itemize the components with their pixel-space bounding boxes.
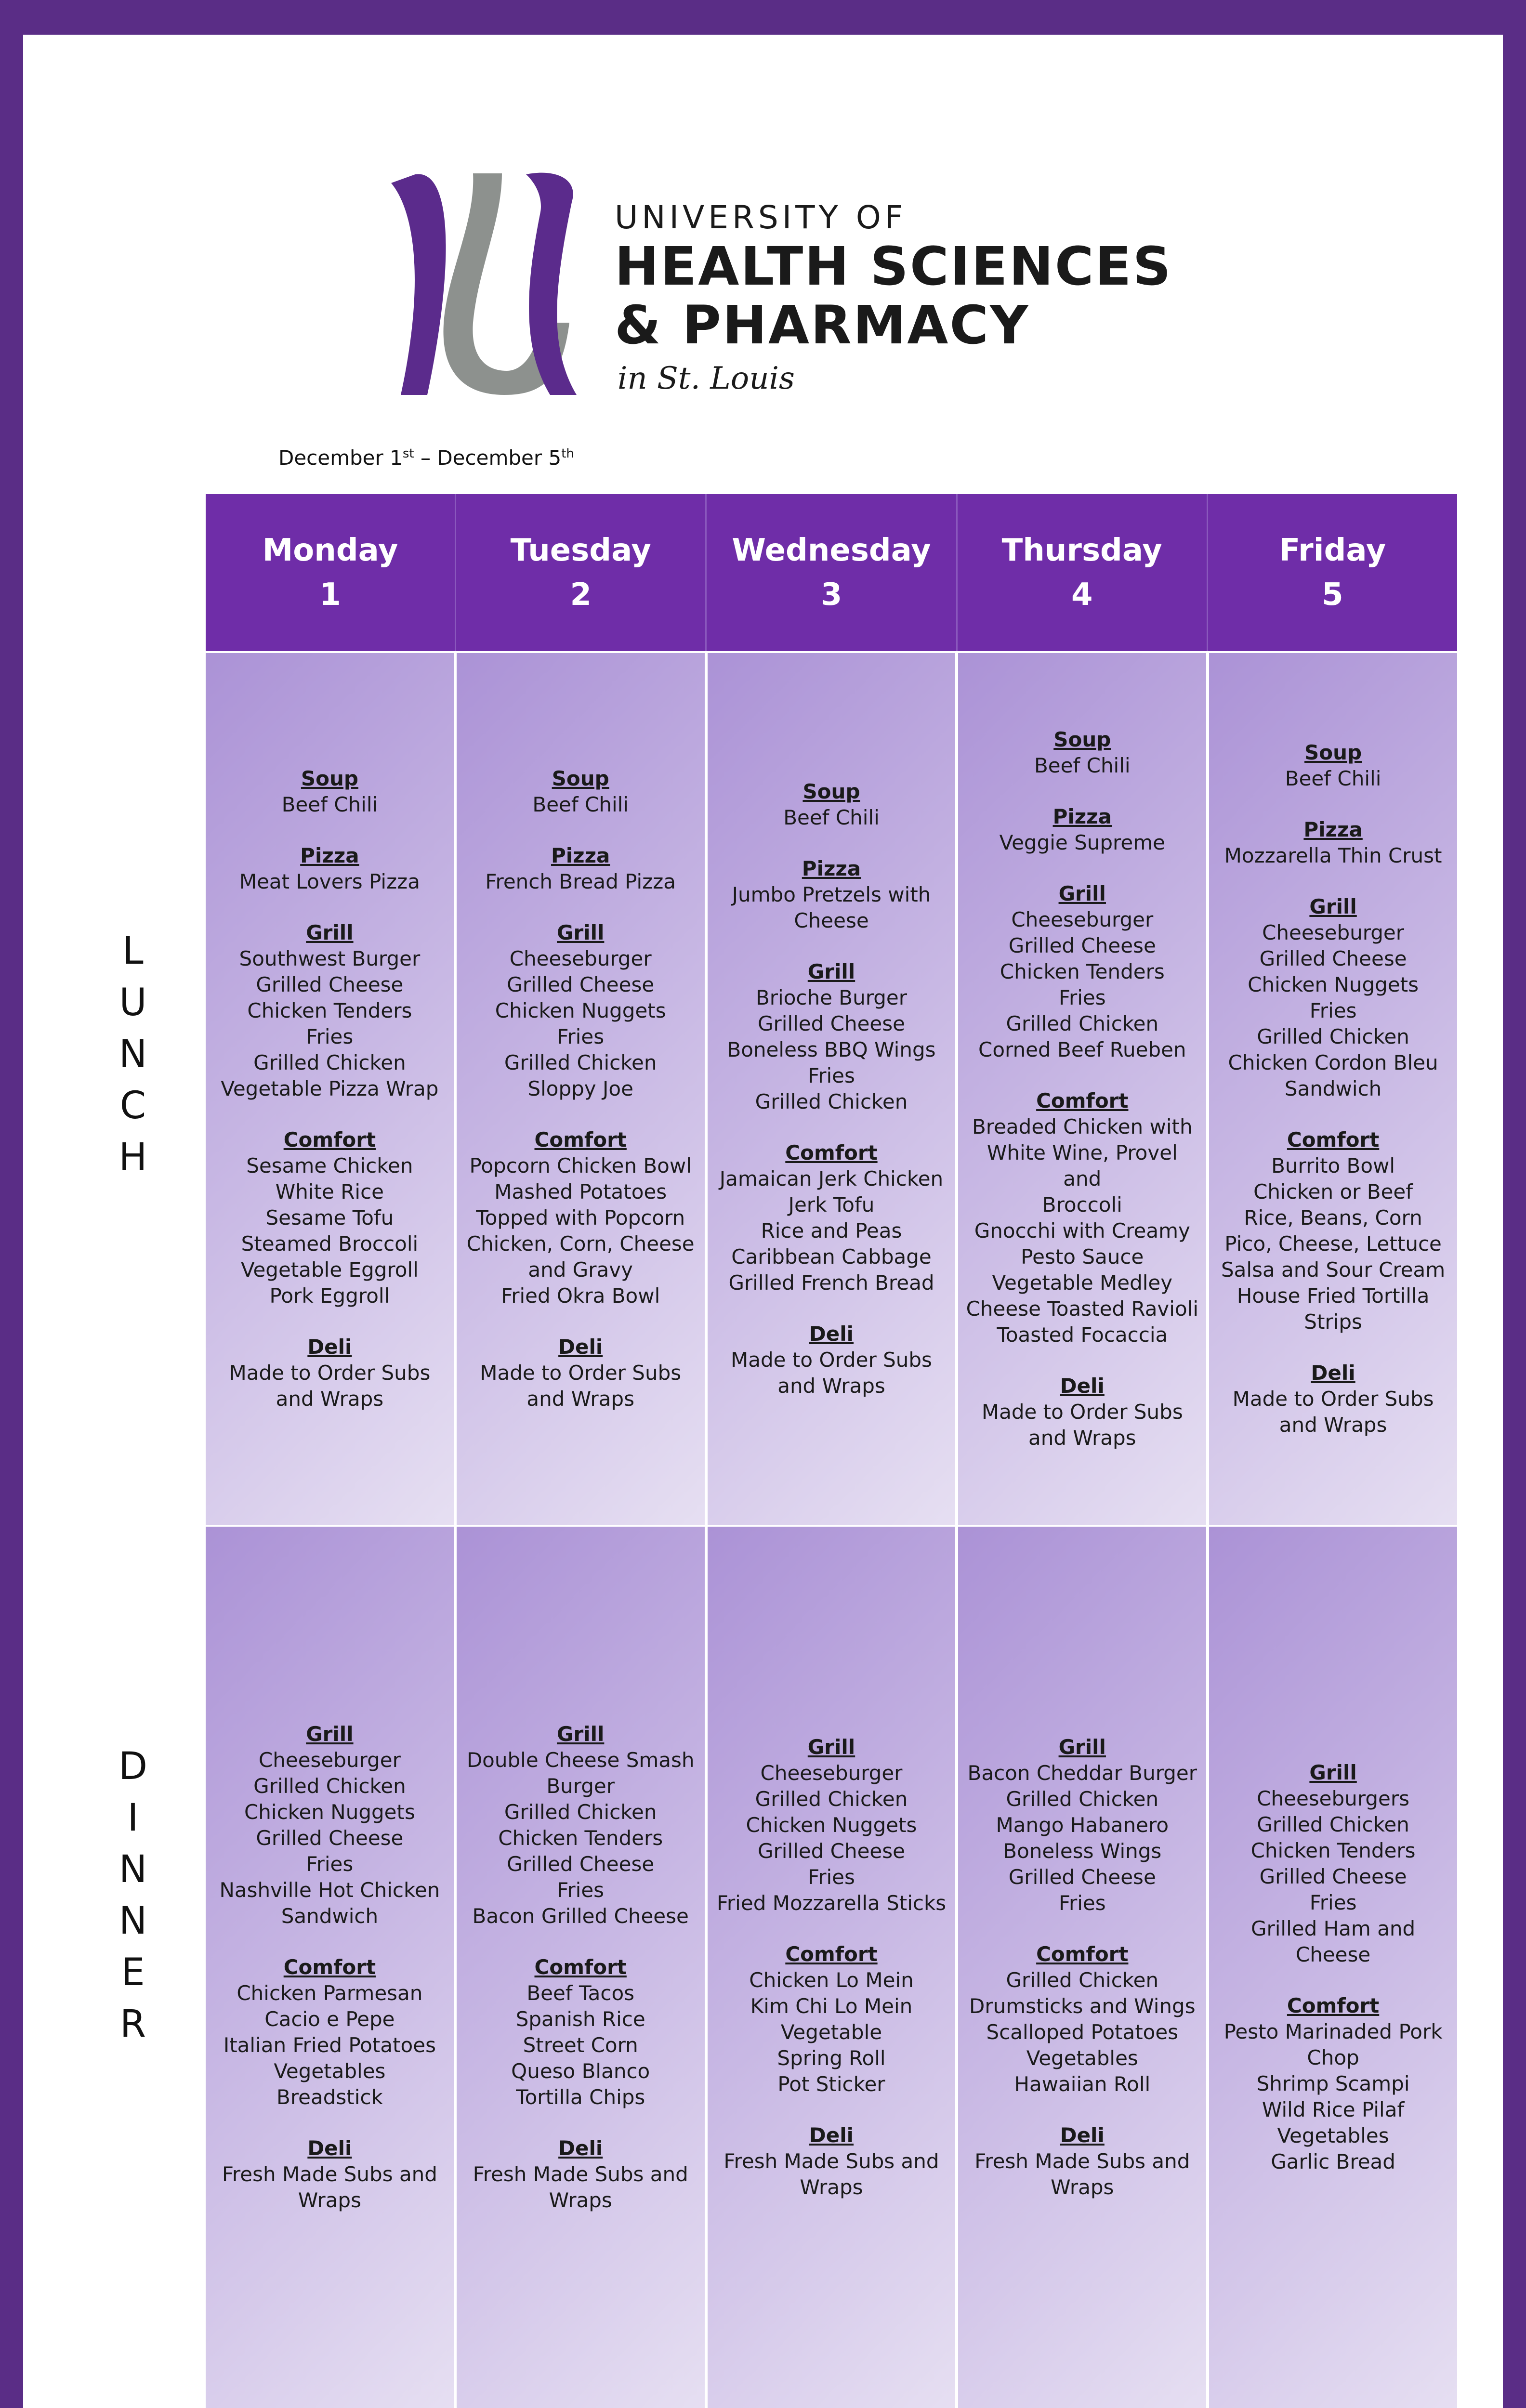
menu-section-soup [1285, 740, 1381, 792]
lunch-cell-monday [206, 653, 457, 1525]
date-end: December 5 [437, 446, 562, 470]
menu-section-comfort [241, 1127, 419, 1309]
menu-item: Grilled Chicken [1257, 1813, 1409, 1836]
date-range [278, 446, 574, 470]
menu-item: Fresh Made Subs and [724, 2149, 939, 2173]
menu-item: Mango Habanero [996, 1813, 1169, 1837]
section-title: Deli [307, 1335, 352, 1359]
menu-section-deli [1233, 1360, 1434, 1438]
menu-item: Rice and Peas [761, 1219, 902, 1243]
menu-item: Fries [306, 1852, 354, 1876]
section-title: Deli [558, 1335, 603, 1359]
menu-item: Burger [546, 1774, 615, 1798]
menu-item: Beef Chili [783, 806, 880, 829]
menu-item: Sesame Tofu [265, 1206, 394, 1230]
dinner-label-letter: I [127, 1796, 139, 1840]
section-title: Grill [1309, 1761, 1357, 1784]
menu-item: and Gravy [528, 1258, 633, 1282]
menu-item: Fries [808, 1064, 855, 1087]
dinner-label-letter: E [121, 1951, 145, 1994]
menu-item: Pesto Marinaded Pork [1223, 2020, 1443, 2043]
menu-item: Cheeseburger [1262, 921, 1405, 944]
menu-item: Italian Fried Potatoes [223, 2033, 436, 2057]
menu-item: Chicken Nuggets [244, 1800, 415, 1824]
menu-section-grill [717, 1734, 946, 1916]
menu-item: Topped with Popcorn [476, 1206, 685, 1230]
menu-section-comfort [749, 1941, 913, 2097]
lunch-label-letter: L [122, 929, 144, 973]
section-title: Grill [557, 921, 605, 944]
menu-item: Salsa and Sour Cream [1221, 1258, 1446, 1282]
menu-item: Spanish Rice [515, 2007, 645, 2031]
menu-item: Meat Lovers Pizza [239, 870, 420, 893]
section-title: Comfort [1287, 1128, 1380, 1152]
section-title: Soup [802, 780, 860, 803]
menu-item: Grilled Chicken [755, 1787, 908, 1811]
section-title: Comfort [785, 1141, 878, 1165]
menu-item: Vegetable Pizza Wrap [221, 1077, 439, 1100]
menu-section-grill [495, 920, 666, 1102]
menu-item: Grilled Chicken [504, 1051, 657, 1074]
date-start-suffix: st [402, 446, 414, 461]
menu-section-grill [727, 959, 935, 1115]
logo-line-3: & PHARMACY [615, 294, 1030, 356]
menu-item: Grilled Cheese [1259, 1865, 1407, 1888]
menu-item: Vegetable Medley [992, 1271, 1173, 1295]
menu-item: Grilled Chicken [1257, 1025, 1409, 1048]
menu-item: Grilled Chicken [253, 1051, 406, 1074]
logo-line-2: HEALTH SCIENCES [615, 236, 1172, 297]
day-header-wednesday [707, 494, 957, 651]
menu-item: Wraps [1051, 2175, 1114, 2199]
menu-section-deli [974, 2122, 1190, 2200]
menu-item: Made to Order Subs [480, 1361, 682, 1385]
menu-item: Wraps [549, 2188, 612, 2212]
menu-section-soup [783, 779, 880, 831]
menu-item: Chicken Tenders [247, 999, 412, 1022]
section-title: Soup [1053, 728, 1111, 751]
day-header-friday [1208, 494, 1457, 651]
menu-item: Mozzarella Thin Crust [1224, 844, 1442, 867]
menu-item: Fresh Made Subs and [974, 2149, 1190, 2173]
menu-section-grill [221, 920, 438, 1102]
dinner-label-letter: N [118, 1899, 147, 1943]
section-title: Soup [1304, 741, 1362, 764]
menu-item: Tortilla Chips [516, 2085, 645, 2109]
menu-item: Made to Order Subs [229, 1361, 431, 1385]
section-title: Grill [556, 1722, 605, 1746]
menu-item: Grilled Cheese [256, 1826, 404, 1850]
menu-item: Popcorn Chicken Bowl [469, 1154, 692, 1178]
menu-item: Chicken Tenders [498, 1826, 663, 1850]
menu-item: Chicken Lo Mein [749, 1968, 914, 1992]
menu-section-grill [1251, 1760, 1416, 1968]
menu-item: Cheeseburger [509, 947, 652, 970]
menu-item: Chicken Nuggets [495, 999, 666, 1022]
menu-item: Fresh Made Subs and [222, 2162, 437, 2186]
menu-item: Veggie Supreme [999, 831, 1165, 854]
day-number: 4 [1071, 577, 1093, 613]
day-number: 3 [820, 577, 842, 613]
day-number: 2 [570, 577, 592, 613]
menu-item: Vegetables [1026, 2046, 1138, 2070]
lunch-cell-friday [1209, 653, 1457, 1525]
section-title: Comfort [534, 1955, 627, 1979]
menu-item: Grilled Chicken [755, 1090, 908, 1113]
menu-item: Grilled Cheese [256, 973, 404, 996]
section-title: Pizza [1303, 818, 1363, 841]
menu-item: Double Cheese Smash [466, 1748, 695, 1772]
menu-item: Hawaiian Roll [1014, 2072, 1151, 2096]
menu-section-deli [229, 1334, 430, 1412]
menu-section-comfort [467, 1127, 695, 1309]
menu-item: Chicken Tenders [1000, 960, 1165, 983]
menu-item: Grilled Chicken [1006, 1787, 1159, 1811]
menu-item: White Rice [275, 1180, 384, 1204]
day-name: Tuesday [510, 533, 652, 568]
day-name: Thursday [1001, 533, 1162, 568]
section-title: Deli [1311, 1361, 1355, 1385]
menu-item: Mashed Potatoes [494, 1180, 667, 1204]
menu-item: Chicken Cordon Bleu [1228, 1051, 1438, 1074]
menu-item: Vegetables [1277, 2124, 1389, 2147]
section-title: Grill [306, 921, 354, 944]
menu-item: Pico, Cheese, Lettuce [1224, 1232, 1442, 1256]
section-title: Comfort [283, 1128, 376, 1152]
menu-item: Beef Tacos [526, 1981, 635, 2005]
menu-item: Toasted Focaccia [997, 1323, 1168, 1347]
dinner-label [106, 1741, 159, 2050]
section-title: Deli [307, 2136, 352, 2160]
day-name: Monday [262, 533, 398, 568]
menu-item: Chicken Parmesan [237, 1981, 423, 2005]
menu-item: Gnocchi with Creamy [974, 1219, 1190, 1243]
menu-section-soup [1034, 727, 1131, 779]
menu-item: Made to Order Subs [1232, 1387, 1434, 1411]
section-title: Grill [1058, 1735, 1106, 1759]
section-title: Comfort [534, 1128, 627, 1152]
menu-item: Fries [557, 1025, 605, 1048]
menu-item: Jerk Tofu [788, 1193, 875, 1217]
section-title: Grill [1058, 882, 1106, 905]
menu-item: Made to Order Subs [731, 1348, 932, 1372]
university-logo-text [615, 198, 1172, 403]
menu-item: Queso Blanco [511, 2059, 650, 2083]
menu-section-comfort [720, 1140, 943, 1296]
menu-item: White Wine, Provel and [987, 1141, 1178, 1191]
menu-item: Sloppy Joe [527, 1077, 633, 1100]
day-header-row [206, 494, 1457, 651]
menu-item: Fries [306, 1025, 354, 1048]
menu-item: Brioche Burger [755, 986, 908, 1009]
menu-item: Grilled Cheese [1259, 947, 1407, 970]
menu-item: Cheese [1295, 1943, 1371, 1966]
date-separator: – [414, 446, 437, 470]
menu-item: Southwest Burger [239, 947, 421, 970]
menu-item: Caribbean Cabbage [731, 1245, 932, 1269]
menu-item: Cheeseburgers [1257, 1787, 1409, 1810]
menu-item: Kim Chi Lo Mein [750, 1994, 913, 2018]
menu-item: Boneless Wings [1003, 1839, 1162, 1863]
dinner-cell-wednesday [708, 1527, 959, 2408]
menu-item: Jamaican Jerk Chicken [719, 1167, 944, 1191]
menu-section-comfort [1221, 1127, 1445, 1335]
section-title: Grill [306, 1722, 354, 1746]
menu-item: Pesto Sauce [1021, 1245, 1144, 1269]
lunch-label-letter: C [119, 1084, 146, 1127]
menu-item: Grilled Chicken [1006, 1012, 1159, 1035]
menu-section-comfort [1224, 1993, 1443, 2175]
menu-page [23, 35, 1503, 2408]
menu-item: Garlic Bread [1271, 2150, 1395, 2173]
menu-section-deli [724, 2122, 939, 2200]
menu-item: Street Corn [523, 2033, 638, 2057]
menu-item: Grilled Chicken [253, 1774, 406, 1798]
section-title: Deli [1060, 1374, 1105, 1398]
menu-item: Wraps [298, 2188, 361, 2212]
menu-section-grill [1228, 894, 1438, 1102]
menu-item: Fried Mozzarella Sticks [716, 1891, 947, 1915]
dinner-cell-friday [1209, 1527, 1457, 2408]
menu-item: Fries [1309, 999, 1357, 1022]
menu-item: Grilled Chicken [504, 1800, 657, 1824]
menu-item: and Wraps [526, 1387, 634, 1411]
menu-item: Nashville Hot Chicken [219, 1878, 440, 1902]
date-end-suffix: th [561, 446, 574, 461]
menu-item: Fried Okra Bowl [501, 1284, 660, 1308]
dinner-cell-thursday [958, 1527, 1209, 2408]
menu-item: Grilled French Bread [728, 1271, 934, 1295]
menu-item: Cacio e Pepe [264, 2007, 395, 2031]
menu-section-grill [467, 1721, 695, 1929]
menu-item: Breadstick [276, 2085, 383, 2109]
menu-item: Breaded Chicken with [972, 1115, 1193, 1139]
menu-item: and Wraps [1028, 1426, 1136, 1450]
menu-section-soup [282, 766, 378, 818]
menu-item: Wild Rice Pilaf [1262, 2098, 1405, 2121]
day-header-thursday [958, 494, 1208, 651]
date-start: December 1 [278, 446, 403, 470]
menu-item: Chicken or Beef [1253, 1180, 1413, 1204]
menu-item: Made to Order Subs [981, 1400, 1183, 1424]
menu-item: Pork Eggroll [269, 1284, 390, 1308]
menu-section-comfort [965, 1088, 1199, 1348]
menu-section-pizza [732, 856, 931, 934]
section-title: Pizza [1052, 805, 1112, 828]
menu-item: Sandwich [281, 1904, 379, 1928]
dinner-cell-monday [206, 1527, 457, 2408]
dinner-label-letter: R [119, 2002, 146, 2046]
menu-item: Broccoli [1042, 1193, 1122, 1217]
menu-section-pizza [1224, 817, 1442, 869]
menu-item: Corned Beef Rueben [978, 1038, 1186, 1061]
menu-item: and Wraps [1279, 1413, 1387, 1437]
menu-item: Scalloped Potatoes [986, 2020, 1179, 2044]
menu-item: Fries [1058, 986, 1106, 1009]
menu-item: Chop [1307, 2046, 1359, 2069]
menu-item: Vegetable [780, 2020, 882, 2044]
section-title: Comfort [785, 1942, 878, 1966]
day-header-tuesday [456, 494, 707, 651]
dinner-row [206, 1525, 1457, 2408]
menu-item: Fresh Made Subs and [473, 2162, 688, 2186]
menu-item: Grilled Cheese [507, 973, 655, 996]
menu-item: Bacon Cheddar Burger [967, 1761, 1197, 1785]
menu-section-deli [473, 2135, 688, 2213]
menu-item: Fries [557, 1878, 605, 1902]
menu-item: Sandwich [1284, 1077, 1382, 1100]
menu-item: Chicken Nuggets [746, 1813, 917, 1837]
section-title: Deli [809, 2123, 854, 2147]
menu-item: Bacon Grilled Cheese [472, 1904, 689, 1928]
section-title: Deli [1060, 2123, 1105, 2147]
section-title: Comfort [1036, 1942, 1129, 1966]
menu-section-deli [222, 2135, 437, 2213]
menu-item: Sesame Chicken [246, 1154, 413, 1178]
menu-table [206, 494, 1457, 2408]
menu-section-comfort [969, 1941, 1196, 2097]
menu-item: Strips [1304, 1310, 1362, 1334]
menu-item: Fries [1309, 1891, 1357, 1914]
section-title: Deli [809, 1322, 854, 1346]
menu-item: Grilled Cheese [757, 1839, 905, 1863]
menu-item: Grilled Cheese [507, 1852, 655, 1876]
menu-item: Cheeseburger [760, 1761, 903, 1785]
logo-line-1: UNIVERSITY OF [615, 199, 907, 236]
menu-item: Grilled Chicken [1006, 1968, 1159, 1992]
menu-item: Pot Sticker [777, 2072, 885, 2096]
section-title: Grill [1309, 895, 1357, 918]
menu-section-deli [982, 1373, 1183, 1451]
menu-section-soup [532, 766, 629, 818]
menu-item: Boneless BBQ Wings [727, 1038, 936, 1061]
menu-item: Beef Chili [1034, 754, 1131, 777]
day-name: Wednesday [732, 533, 931, 568]
menu-section-deli [480, 1334, 681, 1412]
menu-item: House Fried Tortilla [1237, 1284, 1430, 1308]
section-title: Comfort [1036, 1089, 1129, 1112]
menu-item: Beef Chili [281, 793, 378, 816]
menu-item: French Bread Pizza [485, 870, 676, 893]
day-number: 5 [1322, 577, 1343, 613]
menu-item: Vegetable Eggroll [241, 1258, 419, 1282]
menu-item: Chicken, Corn, Cheese [466, 1232, 695, 1256]
menu-item: and Wraps [276, 1387, 384, 1411]
menu-item: Wraps [800, 2175, 863, 2199]
menu-item: Steamed Broccoli [241, 1232, 419, 1256]
menu-item: Grilled Cheese [757, 1012, 905, 1035]
menu-section-pizza [239, 843, 420, 895]
section-title: Comfort [283, 1955, 376, 1979]
menu-item: and Wraps [777, 1374, 885, 1398]
section-title: Comfort [1287, 1994, 1380, 2017]
section-title: Soup [301, 767, 358, 790]
section-title: Grill [807, 1735, 855, 1759]
menu-item: Beef Chili [1285, 767, 1381, 790]
menu-item: Rice, Beans, Corn [1244, 1206, 1422, 1230]
day-number: 1 [319, 577, 341, 613]
menu-item: Drumsticks and Wings [969, 1994, 1196, 2018]
section-title: Pizza [551, 844, 610, 867]
menu-item: Fries [808, 1865, 855, 1889]
menu-section-pizza [485, 843, 676, 895]
menu-item: Grilled Cheese [1008, 934, 1156, 957]
lunch-cell-wednesday [708, 653, 959, 1525]
menu-item: Chicken Nuggets [1248, 973, 1419, 996]
lunch-row [206, 651, 1457, 1525]
menu-item: Spring Roll [777, 2046, 886, 2070]
day-header-monday [206, 494, 456, 651]
menu-item: Cheese [794, 909, 869, 932]
lunch-label [106, 926, 159, 1183]
lunch-label-letter: N [118, 1033, 147, 1076]
lunch-label-letter: U [119, 981, 147, 1024]
logo-line-4: in St. Louis [618, 361, 795, 396]
menu-section-grill [968, 1734, 1197, 1916]
menu-item: Cheeseburger [1011, 908, 1154, 931]
menu-section-grill [978, 881, 1186, 1063]
menu-section-comfort [511, 1954, 650, 2110]
dinner-label-letter: N [118, 1848, 147, 1891]
section-title: Pizza [802, 857, 861, 880]
menu-item: Jumbo Pretzels with [732, 883, 931, 906]
section-title: Soup [552, 767, 609, 790]
menu-item: Beef Chili [532, 793, 629, 816]
dinner-cell-tuesday [457, 1527, 708, 2408]
menu-section-pizza [1000, 804, 1165, 856]
menu-item: Burrito Bowl [1271, 1154, 1395, 1178]
menu-section-comfort [224, 1954, 436, 2110]
menu-item: Fries [1058, 1891, 1106, 1915]
menu-item: Shrimp Scampi [1256, 2072, 1410, 2095]
lunch-cell-tuesday [457, 653, 708, 1525]
menu-item: Grilled Ham and [1250, 1917, 1416, 1940]
menu-item: Cheese Toasted Ravioli [966, 1297, 1198, 1321]
menu-item: Cheeseburger [258, 1748, 401, 1772]
menu-section-grill [220, 1721, 440, 1929]
dinner-label-letter: D [118, 1745, 148, 1788]
section-title: Deli [558, 2136, 603, 2160]
day-name: Friday [1279, 533, 1386, 568]
menu-item: Chicken Tenders [1250, 1839, 1416, 1862]
menu-item: Grilled Cheese [1008, 1865, 1156, 1889]
university-logo-mark [382, 164, 589, 405]
lunch-cell-thursday [958, 653, 1209, 1525]
menu-section-deli [731, 1321, 932, 1399]
menu-item: Vegetables [274, 2059, 386, 2083]
lunch-label-letter: H [118, 1136, 147, 1179]
section-title: Pizza [300, 844, 359, 867]
section-title: Grill [807, 960, 855, 983]
